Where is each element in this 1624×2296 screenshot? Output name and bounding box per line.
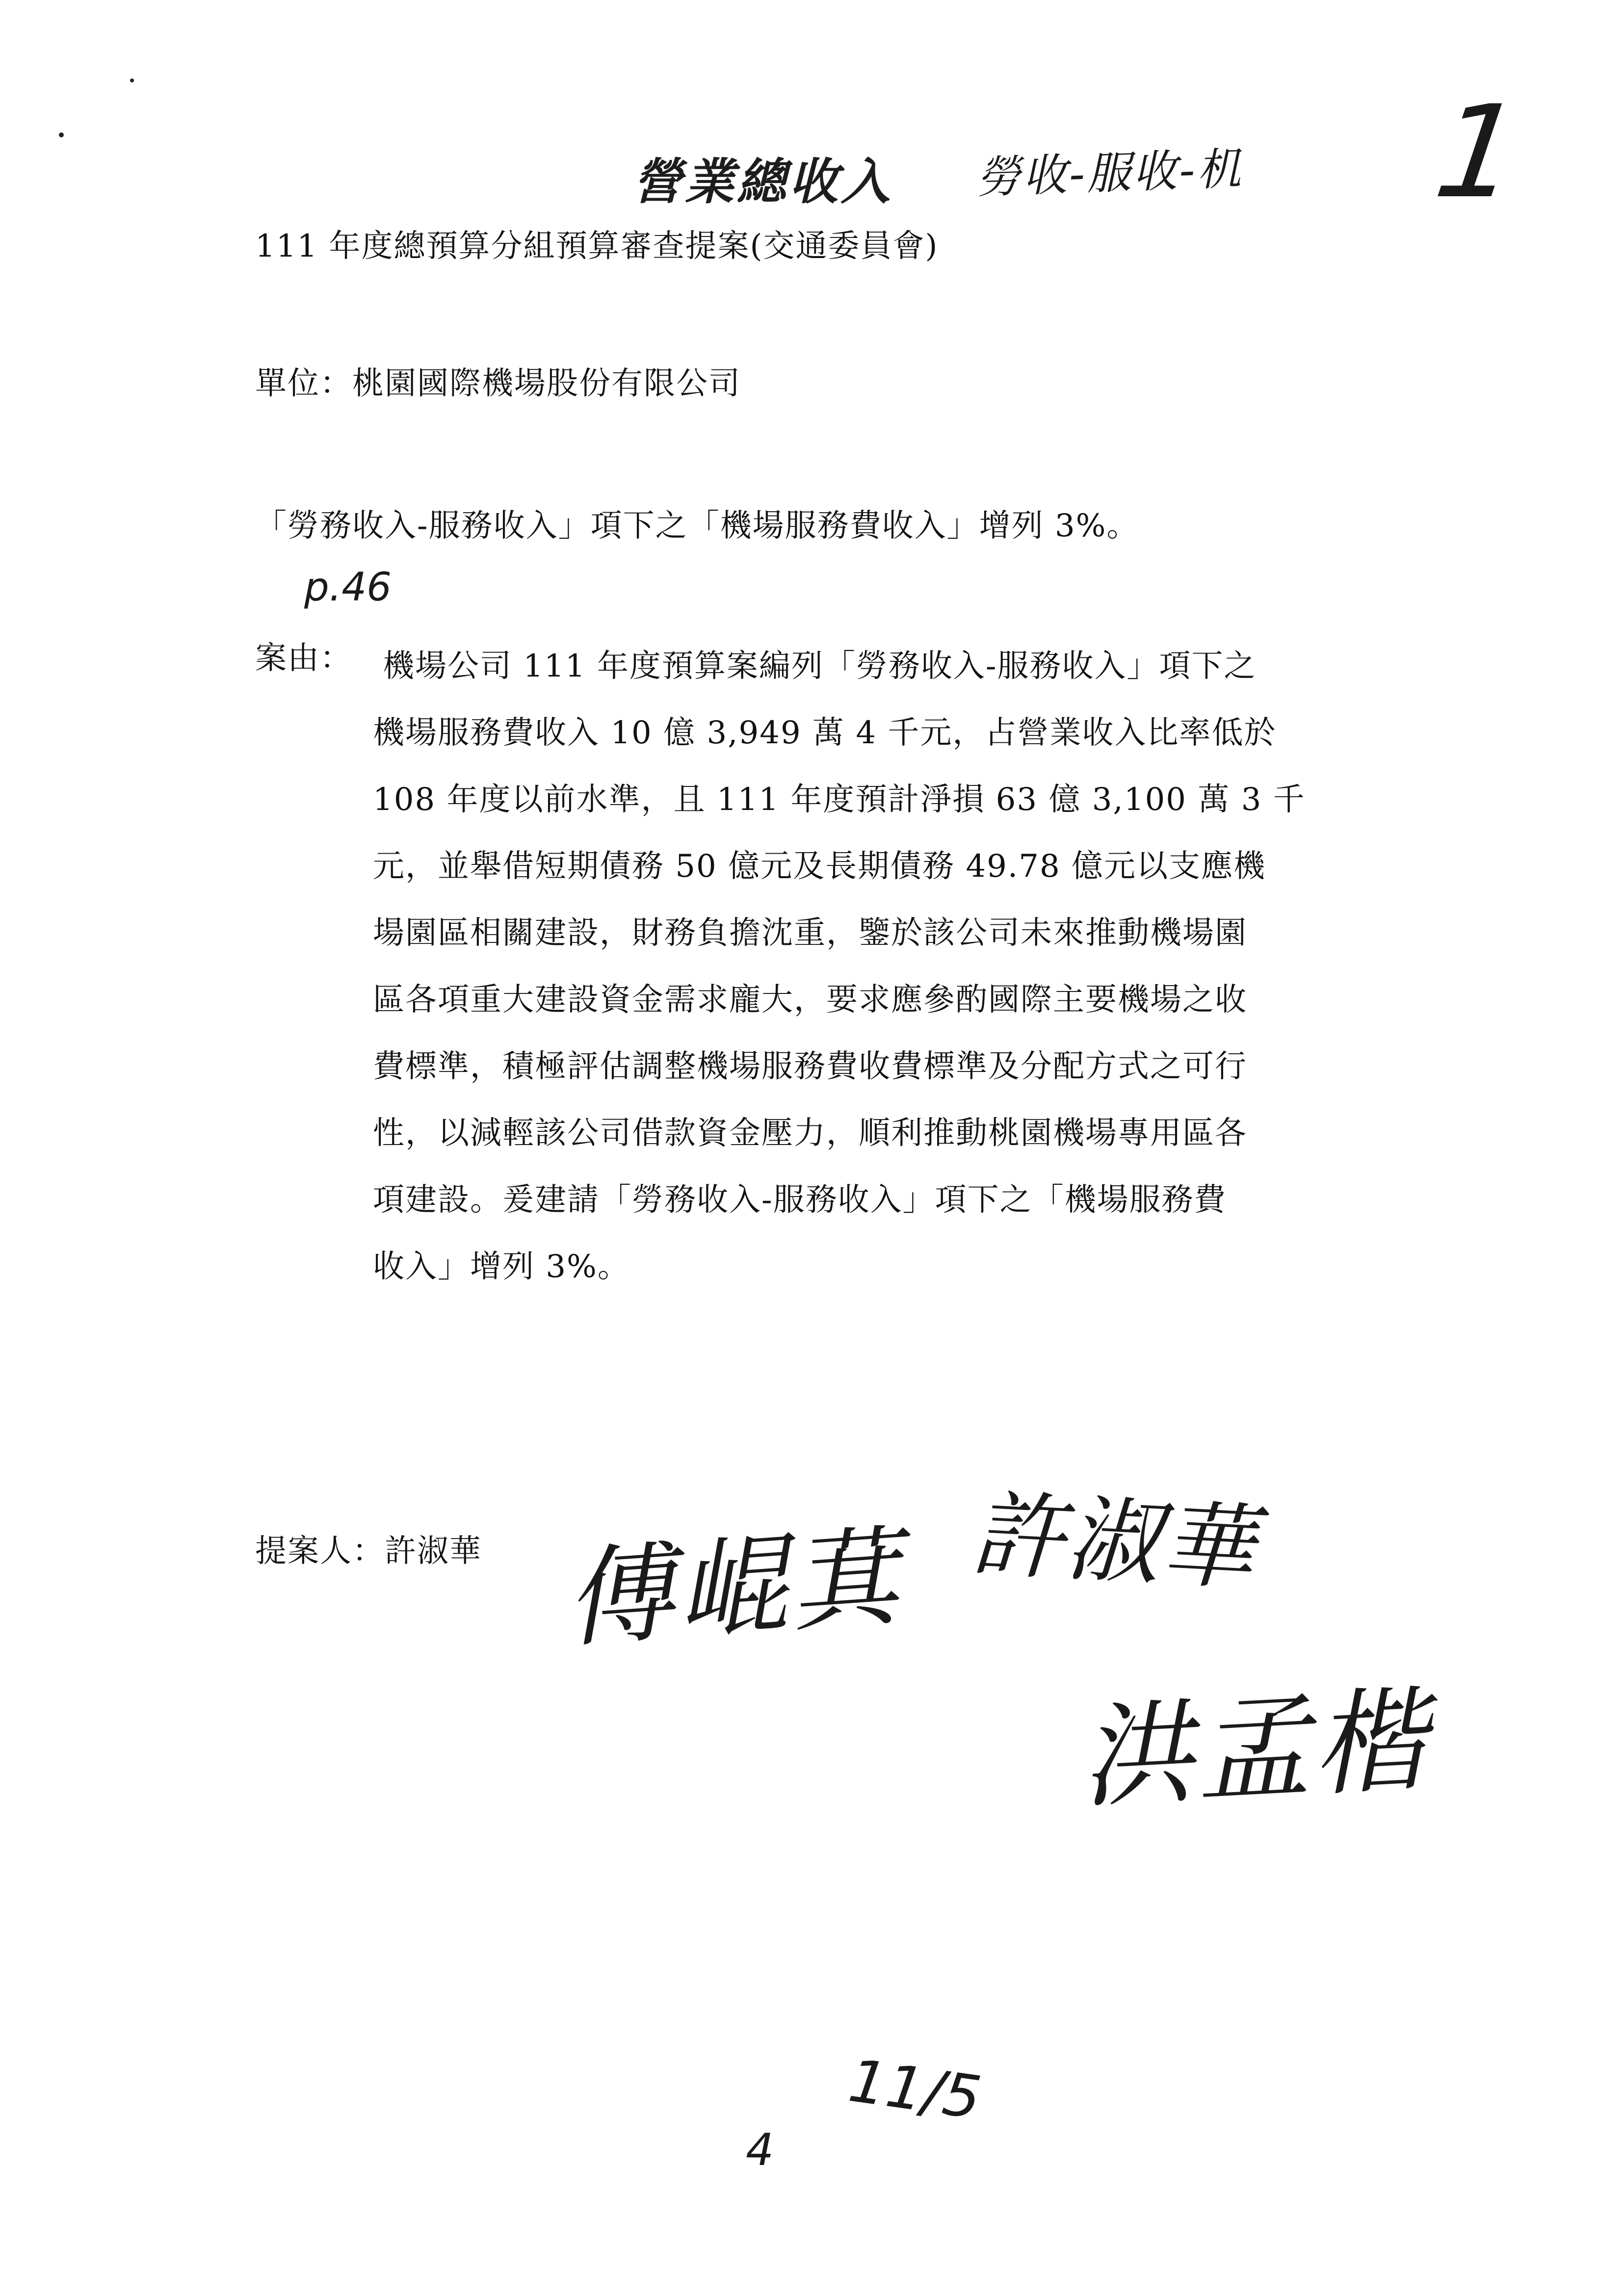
scan-speck (130, 78, 134, 82)
reason-line: 費標準，積極評估調整機場服務費收費標準及分配方式之可行 (373, 1048, 1247, 1085)
reason-body (373, 633, 1403, 1300)
document-title: 111 年度總預算分組預算審查提案(交通委員會) (255, 228, 939, 264)
reason-line: 場園區相關建設，財務負擔沈重，鑒於該公司未來推動機場園 (373, 915, 1247, 951)
reason-line: 項建設。爰建請「勞務收入-服務收入」項下之「機場服務費 (373, 1182, 1227, 1218)
reason-line: 機場服務費收入 10 億 3,949 萬 4 千元，占營業收入比率低於 (373, 715, 1277, 751)
handwritten-number: 4 (746, 2124, 774, 2176)
reason-label: 案由： (255, 640, 352, 677)
signature: 傅崐萁 (561, 1513, 908, 1663)
reason-line: 區各項重大建設資金需求龐大，要求應參酌國際主要機場之收 (373, 982, 1247, 1018)
signature: 許淑華 (968, 1480, 1259, 1604)
reason-line: 108 年度以前水準，且 111 年度預計淨損 63 億 3,100 萬 3 千 (373, 782, 1306, 818)
reason-line: 機場公司 111 年度預算案編列「勞務收入-服務收入」項下之 (383, 648, 1257, 684)
reason-line: 元，並舉借短期債務 50 億元及長期債務 49.78 億元以支應機 (373, 848, 1266, 885)
handwritten-category-note: 勞收-服收-机 (975, 143, 1244, 204)
handwritten-date: 11/5 (844, 2046, 985, 2133)
handwritten-heading: 營業總收入 (633, 153, 893, 210)
proposer-label: 提案人：許淑華 (255, 1533, 482, 1569)
signature: 洪孟楷 (1076, 1675, 1434, 1825)
reason-line: 收入」增列 3%。 (373, 1249, 630, 1285)
organization-unit: 單位：桃園國際機場股份有限公司 (255, 365, 741, 402)
handwritten-page-mark: 1 (1427, 78, 1529, 227)
handwritten-page-reference: p.46 (304, 564, 392, 610)
proposal-summary: 「勞務收入-服務收入」項下之「機場服務費收入」增列 3%。 (255, 508, 1139, 544)
reason-line: 性，以減輕該公司借款資金壓力，順利推動桃園機場專用區各 (373, 1115, 1247, 1151)
scan-speck (59, 132, 64, 137)
